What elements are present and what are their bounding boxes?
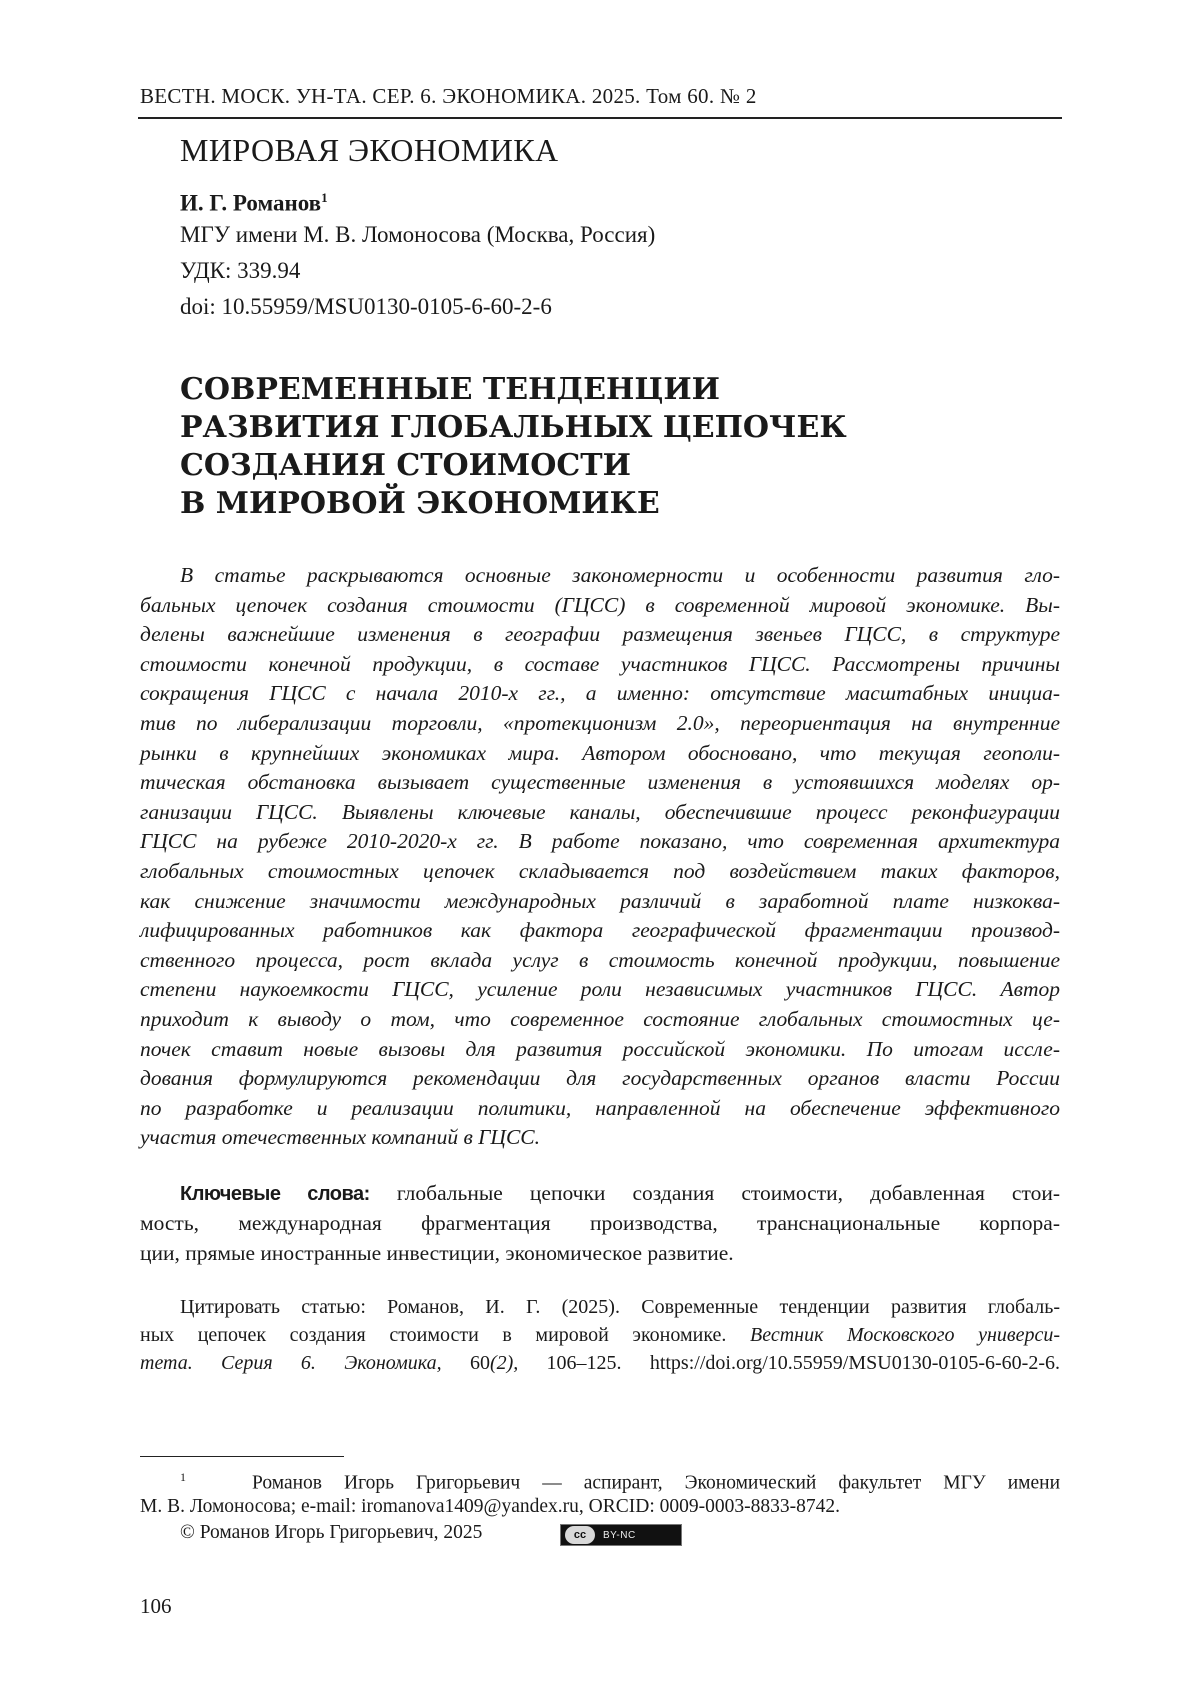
abstract-line: почек ставит новые вызовы для развития российской экономики. По итогам иссле- — [140, 1036, 1060, 1061]
footnote-line: М. В. Ломоносова; e-mail: iromanova1409@yandex.ru, ORCID: 0009-0003-8833-8742. — [140, 1496, 840, 1517]
abstract-line: лифицированных работников как фактора географической фрагментации производ- — [140, 918, 1060, 943]
keywords-line: ции, прямые иностранные инвестиции, экономическое развитие. — [140, 1241, 734, 1265]
footnote — [140, 1463, 1060, 1521]
footnote-rule — [140, 1456, 344, 1457]
author-footnote-mark: 1 — [321, 190, 328, 205]
page-number: 106 — [140, 1594, 172, 1618]
abstract-line: сокращения ГЦСС с начала 2010-х гг., а именно: отсутствие масштабных инициа- — [140, 681, 1060, 706]
citation-line — [140, 1321, 1060, 1349]
abstract-line: как снижение значимости международных различий в заработной плате низкоква- — [140, 888, 1060, 913]
citation-line: Цитировать статью: Романов, И. Г. (2025). Современные тенденции развития глобаль- — [180, 1296, 1060, 1318]
creative-commons-icon: cc — [565, 1526, 595, 1544]
abstract-line: ганизации ГЦСС. Выявлены ключевые каналы, обеспечившие процесс реконфигурации — [140, 799, 1060, 824]
abstract-line: по разработке и реализации политики, направленной на обеспечение эффективного — [140, 1095, 1060, 1120]
udc-code: УДК: 339.94 — [180, 258, 301, 283]
abstract-line: дования формулируются рекомендации для государственных органов власти России — [140, 1066, 1060, 1091]
section-title: МИРОВАЯ ЭКОНОМИКА — [180, 132, 559, 168]
citation-issue: (2), — [489, 1352, 519, 1374]
article-title-line: В МИРОВОЙ ЭКОНОМИКЕ — [180, 486, 660, 521]
abstract-line: приходит к выводу о том, что современное состояние глобальных стоимостных це- — [140, 1006, 1060, 1031]
citation-text: ных цепочек создания стоимости в мировой экономике. — [140, 1324, 750, 1346]
keywords-text: глобальные цепочки создания стоимости, добавленная стои- — [396, 1181, 1060, 1205]
citation-pages-doi: 106–125. https://doi.org/10.55959/MSU0130-0105-6-60-2-6. — [518, 1352, 1061, 1374]
footnote-line — [140, 1463, 1060, 1492]
author-name — [180, 190, 328, 217]
abstract-line: рынки в крупнейших экономиках мира. Автором обосновано, что текущая геополи- — [140, 740, 1060, 765]
author-affiliation: МГУ имени М. В. Ломоносова (Москва, Россия) — [180, 222, 656, 247]
footnote-text: Романов Игорь Григорьевич — аспирант, Экономический факультет МГУ имени — [252, 1472, 1060, 1494]
abstract — [140, 561, 1060, 1153]
header-rule — [138, 117, 1062, 119]
cc-license-badge[interactable] — [560, 1524, 682, 1546]
article-title-line: СОЗДАНИЯ СТОИМОСТИ — [180, 448, 631, 483]
citation-line — [140, 1349, 1060, 1377]
keywords — [140, 1178, 1060, 1268]
article-title — [180, 371, 940, 523]
license-type: BY-NC — [603, 1529, 636, 1541]
article-title-line: РАЗВИТИЯ ГЛОБАЛЬНЫХ ЦЕПОЧЕК — [180, 410, 847, 445]
abstract-line: глобальных стоимостных цепочек складывается под воздействием таких факторов, — [140, 858, 1060, 883]
abstract-line: тив по либерализации торговли, «протекционизм 2.0», переориентация на внутренние — [140, 710, 1060, 735]
abstract-line: ГЦСС на рубеже 2010-2020-х гг. В работе показано, что современная архитектура — [140, 829, 1060, 854]
keywords-line — [140, 1178, 1060, 1208]
citation-volume: 60 — [441, 1352, 490, 1374]
citation — [140, 1293, 1060, 1377]
abstract-line: бальных цепочек создания стоимости (ГЦСС) в современной мировой экономике. Вы- — [140, 592, 1060, 617]
article-title-line: СОВРЕМЕННЫЕ ТЕНДЕНЦИИ — [180, 372, 721, 407]
abstract-line: участия отечественных компаний в ГЦСС. — [140, 1125, 540, 1150]
abstract-line: стоимости конечной продукции, в составе участников ГЦСС. Рассмотрены причины — [140, 651, 1060, 676]
abstract-line: степени наукоемкости ГЦСС, усиление роли независимых участников ГЦСС. Автор — [140, 977, 1060, 1002]
running-header: ВЕСТН. МОСК. УН-ТА. СЕР. 6. ЭКОНОМИКА. 2025. Том 60. № 2 — [140, 84, 757, 108]
author-name-text: И. Г. Романов — [180, 190, 322, 216]
abstract-line: В статье раскрываются основные закономерности и особенности развития гло- — [180, 563, 1060, 587]
footnote-mark: 1 — [180, 1470, 186, 1484]
abstract-line: ственного процесса, рост вклада услуг в стоимость конечной продукции, повышение — [140, 947, 1060, 972]
keywords-label: Ключевые слова: — [180, 1183, 370, 1205]
citation-journal: тета. Серия 6. Экономика, — [140, 1352, 442, 1374]
abstract-line: тическая обстановка вызывает существенные изменения в устоявшихся моделях ор- — [140, 770, 1060, 795]
keywords-line: мость, международная фрагментация производства, транснациональные корпора- — [140, 1211, 1060, 1235]
copyright-notice: © Романов Игорь Григорьевич, 2025 — [180, 1522, 483, 1543]
doi: doi: 10.55959/MSU0130-0105-6-60-2-6 — [180, 294, 552, 319]
abstract-line: делены важнейшие изменения в географии размещения звеньев ГЦСС, в структуре — [140, 622, 1060, 647]
citation-journal: Вестник Московского универси- — [750, 1324, 1060, 1346]
